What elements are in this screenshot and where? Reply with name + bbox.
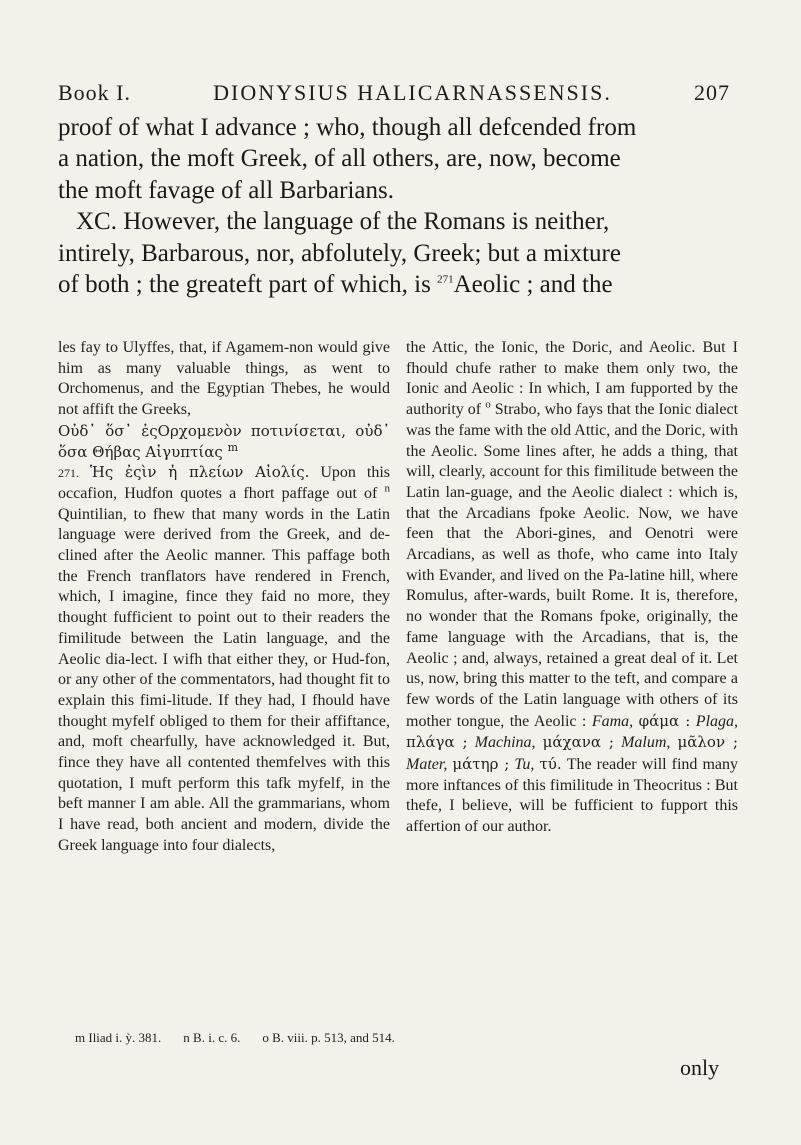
main-line: a nation, the moft Greek, of all others, are, now, become (58, 145, 621, 173)
footnote-n: n B. i. c. 6. (183, 1030, 241, 1045)
footnote-ref: o (485, 398, 491, 411)
greek-text: Οὐδ᾽ ὅσ᾽ ἐςΟρχομενὸν ποτινίσεται, οὐδ᾽ ὅσα Θήβας Αἰγυπτίας (58, 421, 390, 461)
note-number: 271. (58, 466, 79, 481)
note-text (406, 338, 738, 838)
note-text: Upon this occafion, Hudfon quotes a fhort paffage out of (58, 464, 391, 502)
latin-word: Machina, (474, 734, 536, 752)
latin-word: Fama, (591, 712, 634, 730)
footnotes (75, 1030, 730, 1046)
greek-text: Ἡς ἐςὶν ἡ πλείων Αἰολίς. (89, 463, 310, 482)
main-line (58, 269, 738, 300)
running-head (58, 80, 730, 106)
greek-quote (58, 421, 390, 462)
main-text (58, 112, 738, 300)
right-column (406, 338, 738, 857)
greek-word: μάτηρ ; (452, 755, 510, 774)
footnote-m: m Iliad i. ỳ. 381. (75, 1030, 162, 1045)
note-text: les fay to Ulyffes, that, if Agamem-non would give him as many valuable things, as went to Orchomenus, and the Egyptian Thebes, he would not affift the Greeks, (58, 339, 390, 419)
latin-word: Malum, (621, 734, 671, 752)
note-text: Strabo, who fays that the Ionic dialect was the fame with the old Attic, and the Doric, with the Aeolic. Some lines after, he adds a thing, that will, clearly, account for this fimilitude between the Latin lan-guage, and the Aeolic dialect : which is, that the Arcadians fpoke Aeolic. Now, we have feen that the Abori-gines, and Oenotri were Arcadians, as well as thofe, who came into Italy with Evander, and lived on the Pa-latine hill, where Romulus, after-wards, built Rome. It is, therefore, no wonder that the Romans fpoke, originally, the fame language with the Arcadians, that is, the Aeolic ; and, always, retained a great deal of it. Let us, now, bring this matter to the teft, and compare a few words of the Latin language with others of its mother tongue, the Aeolic : (406, 401, 739, 730)
running-title: DIONYSIUS HALICARNASSENSIS. (213, 80, 612, 105)
greek-word: πλάγα ; (406, 733, 468, 752)
greek-word: τύ. (539, 755, 562, 774)
notes-columns (58, 338, 738, 857)
footnote-ref: m (227, 440, 239, 454)
book-label: Book I. (58, 80, 131, 105)
latin-word: Tu, (514, 756, 535, 774)
main-line: proof of what I advance ; who, though all defcended from (58, 114, 637, 141)
note-marker: 271 (437, 273, 454, 286)
main-line: the moft favage of all Barbarians. (58, 176, 394, 204)
main-line-text: of both ; the greateft part of which, is (58, 271, 431, 299)
left-column (58, 338, 390, 857)
greek-word: φάμα : (638, 711, 691, 730)
footnote-o: o B. viii. p. 513, and 514. (262, 1030, 395, 1045)
page-number: 207 (694, 80, 730, 105)
chapter-heading-line: XC. However, the language of the Romans is neither, (76, 208, 610, 236)
note-text: the Attic, the Ionic, the Doric, and Aeolic. But I fhould chufe rather to make them only two, the Ionic and Aeolic : In which, I am fupported by the authority of (406, 339, 738, 419)
note-text (58, 462, 390, 856)
latin-word: Plaga, (695, 712, 739, 730)
latin-word: Mater, (406, 756, 448, 774)
catchword: only (680, 1055, 720, 1080)
greek-word: μᾶλον ; (677, 733, 739, 752)
greek-word: μάχανα ; (542, 733, 614, 752)
main-line: intirely, Barbarous, nor, abfolutely, Greek; but a mixture (58, 239, 621, 267)
note-text: The reader will find many more inftances of this fimilitude in Theocritus : But thefe, I believe, will be fufficient to fupport this affertion of our author. (406, 756, 739, 836)
note-text: Quintilian, to fhew that many words in the Latin language were derived from the Greek, and de-clined after the Aeolic manner. This paffage both the French tranflators have rendered in French, which, I imagine, fince they faid no more, they thought fufficient to point out to their readers the fimilitude between the Latin language, and the Aeolic dia-lect. I wifh that either they, or Hud-fon, or any other of the commentators, had thought fit to explain this fimi-litude. If they had, I fhould have thought myfelf obliged to them for their affiftance, and, moft chearfully, have acknowledged it. But, fince they have all contented themfelves with this quotation, I muft perform this tafk myfelf, in the beft manner I am able. All the grammarians, whom I have read, both ancient and modern, divide the Greek language into four dialects, (58, 505, 390, 854)
main-line-text: Aeolic ; and the (453, 271, 613, 299)
footnote-ref: n (384, 482, 390, 495)
